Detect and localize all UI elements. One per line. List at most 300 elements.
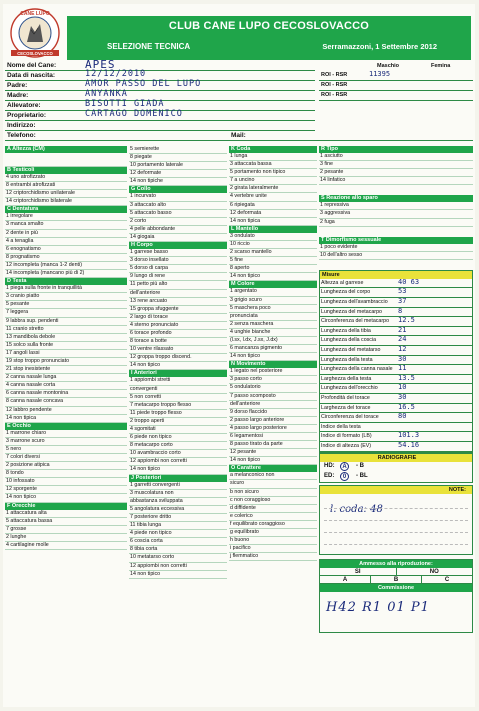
section (5, 423, 127, 503)
measure-row (320, 394, 472, 404)
checklist-item[interactable]: 8 piegate (129, 154, 227, 162)
section-header: I Anteriori (129, 370, 227, 377)
measure-value[interactable]: 80 (398, 413, 407, 421)
checklist-item[interactable]: 3 muscolatura non (129, 490, 227, 498)
checklist-item[interactable]: 14 non tipica (229, 218, 317, 226)
club-logo (5, 6, 65, 60)
measures-table (319, 270, 473, 453)
section-header: K Coda (229, 146, 317, 153)
svg-text:CECOSLOVACCO: CECOSLOVACCO (17, 50, 53, 56)
checklist-item[interactable]: 14 non tipiche (129, 178, 227, 186)
section-header: T Dimorfismo sessuale (319, 237, 473, 244)
section (129, 475, 227, 579)
radiography-label: HD: (324, 462, 335, 469)
radiography-option: - BL (356, 472, 368, 479)
checklist-item[interactable]: 11 tibia lunga (129, 522, 227, 530)
measure-label: Larghezza del torace (321, 404, 371, 411)
checklist-item[interactable]: 14 non tipica (5, 415, 127, 423)
checklist-item[interactable]: 7 posteriore dritto (129, 514, 227, 522)
checklist-item[interactable]: 19 stop troppo pronunciato (5, 358, 127, 366)
checklist-item[interactable]: 2 largo di torace (129, 314, 227, 322)
measures-header: Misure (320, 271, 472, 279)
id-label: Nome del Cane: (7, 62, 57, 69)
checklist-item[interactable]: 4 passo largo posteriore (229, 425, 317, 433)
id-value[interactable]: AMOR PASSO DEL LUPO (85, 79, 202, 89)
measure-value[interactable]: 30 (398, 393, 407, 401)
checklist-item[interactable]: 14 incompleta (mancano più di 2) (5, 270, 127, 278)
id-label: Data di nascita: (7, 72, 56, 79)
id-row-father (5, 79, 315, 91)
roi-label: ROI - RSR (321, 72, 348, 78)
measure-row (320, 423, 472, 433)
section-header: C Dentatura (5, 206, 127, 213)
checklist-item[interactable]: 6 canna nasale montonina (5, 390, 127, 398)
spacer (319, 227, 473, 237)
checklist-item[interactable]: 5 attaccatura bassa (5, 518, 127, 526)
id-value[interactable]: BISOTTI GIADA (85, 99, 165, 109)
id-value[interactable]: CARTAGO DOMENICO (85, 109, 183, 119)
checklist-item[interactable]: 5 portamento non tipico (229, 169, 317, 177)
checklist-item[interactable]: 15 groppa sfuggente (129, 306, 227, 314)
checklist-item[interactable]: 1 irregolare (5, 213, 127, 221)
mail-label: Mail: (231, 132, 246, 139)
checklist-item[interactable]: 1 garretti convergenti (129, 482, 227, 490)
checklist-item[interactable]: 8 canna nasale concava (5, 398, 127, 406)
checklist-item[interactable]: 3 attaccato alto (129, 202, 227, 210)
checklist-item[interactable]: 7 metacarpo troppo flesso (129, 402, 227, 410)
checklist-item[interactable]: 5 nero (5, 446, 127, 454)
measure-label: Lunghezza della canna nasale (321, 366, 393, 373)
checklist-item[interactable]: 5 angolatura eccessiva (129, 506, 227, 514)
measure-label: Lunghezza del corpo (321, 289, 371, 296)
checklist-item[interactable]: 4 piede non tipico (129, 530, 227, 538)
id-label: Proprietario: (7, 112, 47, 119)
measure-value[interactable]: 53 (398, 288, 407, 296)
radiography-label: ED: (324, 472, 335, 479)
notes-block (319, 485, 473, 555)
checklist-item[interactable]: 14 non tipico (5, 494, 127, 502)
section (129, 242, 227, 370)
measure-label: Larghezza della testa (321, 375, 372, 382)
roi-row (319, 92, 473, 101)
notes-text[interactable]: l. coda: 48 (330, 503, 383, 515)
sex-header (319, 62, 473, 71)
checklist-item[interactable]: 17 angoli lassi (5, 350, 127, 358)
checklist-item[interactable]: h buono (229, 537, 317, 545)
checklist-item[interactable]: 14 non tipico (129, 571, 227, 579)
measure-label: Lunghezza del metatarso (321, 347, 381, 353)
checklist-item[interactable]: 5 attaccato basso (129, 210, 227, 218)
checklist-item[interactable]: convergenti (129, 386, 227, 394)
checklist-item[interactable]: 8 passo tirato da parte (229, 441, 317, 449)
measure-label: Lunghezza della tibia (321, 327, 371, 334)
checklist-item[interactable]: 3 attaccata bassa (229, 161, 317, 169)
admission-classes (320, 576, 472, 584)
measure-label: Lunghezza del metacarpo (321, 308, 382, 315)
checklist-item[interactable]: 1 appiombi stretti (129, 377, 227, 385)
checklist-item[interactable]: 9 dorso flaccido (229, 409, 317, 417)
id-label: Indirizzo: (7, 122, 36, 129)
checklist-item[interactable]: 1 attaccatura alta (5, 510, 127, 518)
checklist-item[interactable]: 4 sterno pronunciato (129, 322, 227, 330)
checklist-item[interactable]: 8 tondo (5, 470, 127, 478)
admission-no[interactable]: NO (429, 568, 439, 575)
section (129, 186, 227, 242)
checklist-item[interactable]: 11 cranio stretto (5, 326, 127, 334)
measure-row (320, 404, 472, 414)
section-header: D Testa (5, 278, 127, 285)
checklist-item[interactable]: sicuro (229, 480, 317, 488)
measure-value[interactable]: 54.16 (398, 441, 420, 449)
section (5, 167, 127, 206)
section-header: E Occhio (5, 423, 127, 430)
checklist-item[interactable]: 3 grigio scuro (229, 297, 317, 305)
section (5, 206, 127, 278)
checklist-item[interactable]: 14 giogaia (129, 234, 227, 242)
checklist-item[interactable]: 3 passo corto (229, 376, 317, 384)
measure-row (320, 288, 472, 298)
checklist-item[interactable]: 5 ondulatorio (229, 384, 317, 392)
measure-label: Profondità del torace (321, 394, 370, 401)
checklist-item[interactable]: 3 fine (319, 161, 473, 169)
checklist-item[interactable]: 6 ripiegata (229, 202, 317, 210)
section-header: O Carattere (229, 465, 317, 472)
checklist-item[interactable]: 5 non corretti (129, 394, 227, 402)
checklist-item[interactable]: 5 semierette (129, 146, 227, 154)
checklist-item[interactable]: 2 troppo aperti (129, 418, 227, 426)
id-label: Padre: (7, 82, 28, 89)
measure-value[interactable]: 24 (398, 336, 407, 344)
form-header (67, 16, 471, 60)
checklist-item[interactable]: 14 non tipico (229, 457, 317, 465)
commission-header: Commissione (320, 584, 472, 592)
checklist-item[interactable]: 12 labbro pendente (5, 407, 127, 415)
section-header: M Colore (229, 281, 317, 288)
checklist-item[interactable]: 8 aperto (229, 265, 317, 273)
column-3 (229, 146, 317, 561)
checklist-item[interactable]: 12 incompleta (manca 1-2 denti) (5, 262, 127, 270)
checklist-item[interactable]: 10 portamento laterale (129, 162, 227, 170)
checklist-item[interactable]: 8 entrambi atrofizzati (5, 182, 127, 190)
checklist-item[interactable]: 3 manca smalto (5, 221, 127, 229)
radiography-value[interactable]: 0 (340, 472, 349, 481)
note-line (324, 508, 468, 509)
measure-row (320, 375, 472, 385)
checklist-item[interactable]: dell'anteriore (229, 401, 317, 409)
checklist-item[interactable]: dell'anteriore (129, 290, 227, 298)
checklist-item[interactable]: f equilibrato coraggioso (229, 521, 317, 529)
section-header: L Mantello (229, 226, 317, 233)
measure-value[interactable]: 16.5 (398, 403, 415, 411)
checklist-item[interactable]: 7 a uncino (229, 177, 317, 185)
sex-male-label: Maschio (377, 63, 400, 69)
section-header: F Orecchie (5, 503, 127, 510)
checklist-item[interactable]: 2 pesante (319, 169, 473, 177)
measure-row (320, 442, 472, 452)
checklist-item[interactable]: 12 appiombi non corretti (129, 458, 227, 466)
checklist-item[interactable]: 15 solco sulla fronte (5, 342, 127, 350)
roi-value[interactable]: 11395 (369, 70, 391, 78)
measure-label: Indice della testa (321, 423, 361, 430)
checklist-item[interactable]: 2 canna nasale lunga (5, 374, 127, 382)
note-line (324, 532, 468, 533)
admission-class-c[interactable]: C (444, 576, 450, 583)
spacer (319, 260, 473, 270)
id-value[interactable]: 12/12/2010 (85, 69, 147, 79)
checklist-item[interactable]: 14 criptorchidismo bilaterale (5, 198, 127, 206)
admission-si[interactable]: SI (320, 568, 397, 575)
checklist-item[interactable]: 1 marrone chiaro (5, 430, 127, 438)
measure-value[interactable]: 30 (398, 355, 407, 363)
admission-yes-no (320, 568, 472, 576)
radiography-block (319, 453, 473, 483)
id-label: Allevatore: (7, 102, 41, 109)
measure-row (320, 346, 472, 356)
sex-female-label: Femina (431, 63, 451, 69)
checklist-item[interactable]: 11 petto più alto (129, 281, 227, 289)
section (229, 361, 317, 465)
measure-label: Lunghezza della testa (321, 356, 373, 363)
checklist-item[interactable]: 4 vertebre unite (229, 193, 317, 201)
checklist-item[interactable]: 12 appiombi non corretti (129, 563, 227, 571)
checklist-item[interactable]: pronunciata (229, 313, 317, 321)
checklist-item[interactable]: 7 grosse (5, 526, 127, 534)
form-subtitle: SELEZIONE TECNICA (107, 42, 191, 51)
id-row-name (5, 58, 315, 71)
measure-row (320, 298, 472, 308)
id-value[interactable]: APES (85, 58, 116, 71)
checklist-item[interactable]: 3 cranio piatto (5, 293, 127, 301)
checklist-item[interactable]: 5 pesante (5, 301, 127, 309)
checklist-item[interactable]: 5 dorso di carpa (129, 265, 227, 273)
checklist-item[interactable]: 1 poco evidente (319, 244, 473, 252)
checklist-item[interactable]: 2 senza maschera (229, 321, 317, 329)
checklist-item[interactable]: g equilibrato (229, 529, 317, 537)
checklist-item[interactable]: 12 deformate (129, 170, 227, 178)
measure-value[interactable]: 10 (398, 384, 407, 392)
measure-value[interactable]: 101.3 (398, 432, 420, 440)
admission-class-b[interactable]: B (371, 576, 422, 583)
id-row-owner (5, 109, 315, 121)
measure-value[interactable]: 8 (398, 307, 403, 315)
measure-row (320, 336, 472, 346)
checklist-item[interactable]: 14 linfatico (319, 177, 473, 185)
checklist-item[interactable]: 6 legamentosi (229, 433, 317, 441)
checklist-item[interactable]: 5 maschera poco (229, 305, 317, 313)
column-4 (319, 146, 473, 633)
checklist-item[interactable]: 1 lunga (229, 153, 317, 161)
measure-value[interactable]: 13.5 (398, 374, 415, 382)
measure-label: Lunghezza dell'avambraccio (321, 299, 388, 306)
measure-value[interactable]: 21 (398, 326, 407, 334)
checklist-item[interactable]: 12 deformata (229, 210, 317, 218)
checklist-item[interactable]: 6 piede non tipico (129, 434, 227, 442)
checklist-item[interactable]: 12 criptorchidismo unilaterale (5, 190, 127, 198)
checklist-item[interactable]: 4 sgomitati (129, 426, 227, 434)
id-row-address (5, 122, 315, 131)
checklist-item[interactable]: 10 riccio (229, 241, 317, 249)
checklist-item[interactable]: 3 ondulato (229, 233, 317, 241)
checklist-item[interactable]: 3 marrone scuro (5, 438, 127, 446)
checklist-item[interactable]: 9 labbra sup. pendenti (5, 318, 127, 326)
checklist-item[interactable]: 21 stop inesistente (5, 366, 127, 374)
checklist-item[interactable]: 4 cartilagine molle (5, 542, 127, 550)
checklist-item[interactable]: 13 mandibola debole (5, 334, 127, 342)
id-label: Madre: (7, 92, 29, 99)
checklist-item[interactable]: c non coraggioso (229, 497, 317, 505)
evaluation-grid (5, 146, 473, 706)
measure-label: Lunghezza della coscia (321, 337, 377, 344)
spacer (319, 185, 473, 195)
checklist-item[interactable]: 7 passo scomposto (229, 393, 317, 401)
checklist-item[interactable]: 4 pelle abbondante (129, 226, 227, 234)
measure-label: Circonferenza del torace (321, 414, 379, 421)
measure-value[interactable]: 12.5 (398, 317, 415, 325)
checklist-item[interactable]: 1 argentato (229, 288, 317, 296)
checklist-item[interactable]: 1 incurvato (129, 193, 227, 201)
checklist-item[interactable]: 1 garrese basso (129, 249, 227, 257)
checklist-item[interactable]: 8 prognatismo (5, 254, 127, 262)
checklist-item[interactable]: 2 corto (129, 218, 227, 226)
section (229, 465, 317, 561)
checklist-item[interactable]: 3 dorso insellato (129, 257, 227, 265)
radiography-header: RADIOGRAFIE (320, 454, 472, 462)
checklist-item[interactable]: 1 piega sulla fronte in tranquillità (5, 285, 127, 293)
section (5, 503, 127, 550)
section (5, 146, 127, 167)
checklist-item[interactable]: 2 scarso mantello (229, 249, 317, 257)
section-header: R Tipo (319, 146, 473, 153)
measure-label: Altezza al garrese (321, 279, 364, 286)
measure-row (320, 365, 472, 375)
checklist-item[interactable]: 13 rene arcuato (129, 298, 227, 306)
checklist-item[interactable]: (l.sx, l.dx, J.sx, J.dx) (229, 337, 317, 345)
radiography-value[interactable]: A (340, 462, 349, 471)
checklist-item[interactable]: abbastanza sviluppata (129, 498, 227, 506)
checklist-item[interactable]: 10 infossato (5, 478, 127, 486)
measure-value[interactable]: 11 (398, 365, 407, 373)
checklist-item[interactable]: j flemmatico (229, 553, 317, 561)
checklist-item[interactable]: 11 piede troppo flesso (129, 410, 227, 418)
checklist-item[interactable]: 14 non tipico (229, 273, 317, 281)
section (229, 281, 317, 361)
checklist-item[interactable]: 12 pesante (229, 449, 317, 457)
checklist-item[interactable]: 7 leggera (5, 309, 127, 317)
checklist-item[interactable]: 4 uno atrofizzato (5, 174, 127, 182)
section-header: H Corpo (129, 242, 227, 249)
checklist-item[interactable]: 6 coscia corta (129, 538, 227, 546)
measure-row (320, 327, 472, 337)
checklist-item[interactable]: 14 non tipico (129, 362, 227, 370)
checklist-item[interactable]: 2 posizione atipica (5, 462, 127, 470)
measure-row (320, 308, 472, 318)
id-value[interactable]: ANYANKA (85, 89, 128, 99)
admission-class-a[interactable]: A (320, 576, 371, 583)
roi-row (319, 82, 473, 91)
checklist-item[interactable]: 10 metatarso corto (129, 554, 227, 562)
measure-row (320, 384, 472, 394)
checklist-item[interactable]: 8 torace a botte (129, 338, 227, 346)
checklist-item[interactable]: 8 metacarpo corto (129, 442, 227, 450)
checklist-item[interactable]: 14 non tipico (129, 466, 227, 474)
checklist-item[interactable]: 2 fuga (319, 219, 473, 227)
checklist-item[interactable]: 2 dente in più (5, 230, 127, 238)
section (129, 370, 227, 474)
checklist-item[interactable]: 5 fine (229, 257, 317, 265)
measure-row (320, 413, 472, 423)
checklist-item[interactable]: 2 lunghe (5, 534, 127, 542)
measure-label: Indice di formato (LB) (321, 433, 372, 440)
checklist-item[interactable]: 7 colori diversi (5, 454, 127, 462)
checklist-item[interactable]: 12 groppa troppo discend. (129, 354, 227, 362)
radiography-row (320, 472, 472, 482)
note-line (324, 520, 468, 521)
measure-value[interactable]: 37 (398, 298, 407, 306)
commission-signatures[interactable]: H42 R1 01 P1 (326, 599, 430, 615)
admission-header: Ammesso alla riproduzione: (320, 560, 472, 568)
measure-label: Lunghezza dell'orecchio (321, 385, 378, 392)
checklist-item[interactable]: 14 non tipico (229, 353, 317, 361)
checklist-item[interactable]: e colerico (229, 513, 317, 521)
notes-header: NOTE: (320, 486, 472, 494)
checklist-item[interactable]: 10 avambraccio corto (129, 450, 227, 458)
blank-line[interactable] (5, 153, 127, 167)
checklist-item[interactable]: d diffidente (229, 505, 317, 513)
radiography-option: - B (356, 462, 364, 469)
checklist-item[interactable]: 2 passo largo anteriore (229, 417, 317, 425)
column-1 (5, 146, 127, 550)
id-row-phone (5, 132, 473, 141)
section (5, 278, 127, 423)
checklist-item[interactable]: 6 enognatismo (5, 246, 127, 254)
measure-label: Circonferenza del metacarpo (321, 318, 390, 325)
measure-value[interactable]: 40 63 (398, 278, 420, 286)
checklist-item[interactable]: 8 tibia corta (129, 546, 227, 554)
roi-row (319, 72, 473, 81)
checklist-item[interactable]: 4 unghie bianche (229, 329, 317, 337)
selection-form-page (3, 4, 475, 707)
checklist-item[interactable]: 9 lungo di rene (129, 273, 227, 281)
checklist-item[interactable]: 6 mancanza pigmento (229, 345, 317, 353)
checklist-item[interactable]: b non sicuro (229, 489, 317, 497)
roi-label: ROI - RSR (321, 92, 348, 98)
checklist-item[interactable]: 1 legato nel posteriore (229, 368, 317, 376)
checklist-item[interactable]: 6 torace profondo (129, 330, 227, 338)
checklist-item[interactable]: 3 aggressiva (319, 210, 473, 218)
checklist-item[interactable]: 10 ventre rilassato (129, 346, 227, 354)
measure-row (320, 356, 472, 366)
measure-row (320, 279, 472, 289)
measure-row (320, 432, 472, 442)
measure-value[interactable]: 12 (398, 346, 407, 353)
note-line (324, 544, 468, 545)
checklist-item[interactable]: 1 repressiva (319, 202, 473, 210)
id-label: Telefono: (7, 132, 36, 139)
checklist-item[interactable]: 10 dell'altro sesso (319, 252, 473, 260)
checklist-item[interactable]: 1 asciutto (319, 153, 473, 161)
checklist-item[interactable]: i pacifico (229, 545, 317, 553)
measure-row (320, 317, 472, 327)
checklist-item[interactable]: 4 canna nasale corta (5, 382, 127, 390)
admission-block (319, 559, 473, 633)
section-header: A Altezza (CM) (5, 146, 127, 153)
checklist-item[interactable]: 4 a tenaglia (5, 238, 127, 246)
checklist-item[interactable]: 12 sporgente (5, 486, 127, 494)
checklist-item[interactable]: a melanconico non (229, 472, 317, 480)
checklist-item[interactable]: 2 girata lateralmente (229, 185, 317, 193)
section-header: J Posteriori (129, 475, 227, 482)
club-title: CLUB CANE LUPO CECOSLOVACCO (168, 20, 370, 32)
